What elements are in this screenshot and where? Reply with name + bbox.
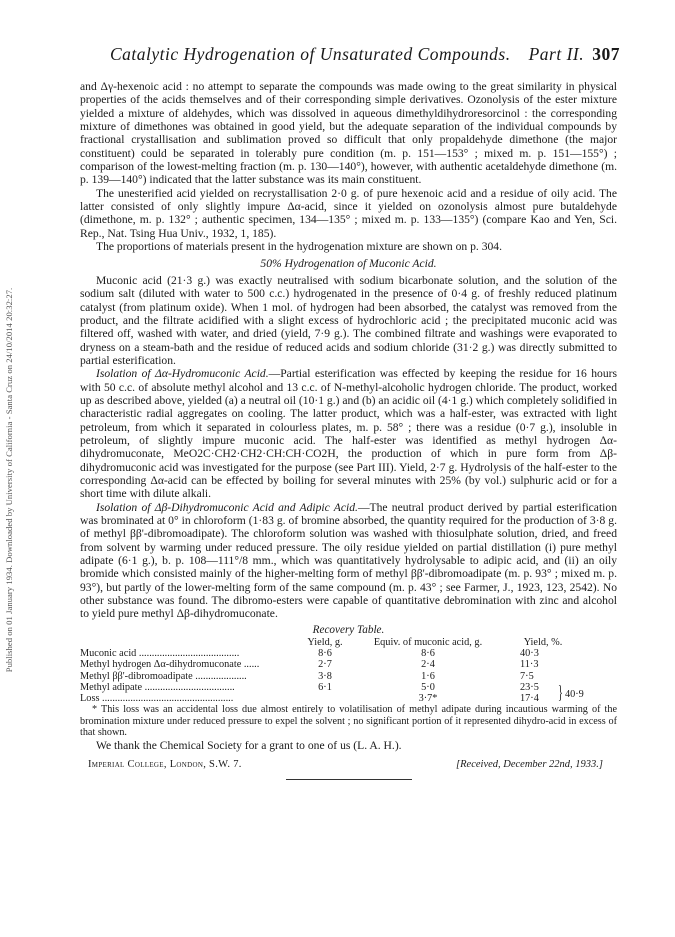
table-cell-yield-g: 2·7 [318, 659, 332, 671]
publication-stamp [2, 60, 16, 900]
table-cell-yield-g [302, 693, 348, 704]
paragraph-lead: Isolation of Δβ-Dihydromuconic Acid and Adipic Acid. [96, 500, 358, 514]
combined-yield-bracket [558, 684, 584, 706]
footnote: * This loss was an accidental loss due almost entirely to volatilisation of methyl adipate during incautious warming of the bromination mixture under reduced pressure to expel the solvent ; no significant portion of it represented dihydro-acid in excess of that shown. [80, 704, 617, 739]
section-heading: 50% Hydrogenation of Muconic Acid. [260, 257, 437, 271]
paragraph: and Δγ-hexenoic acid : no attempt to separate the compounds was made owing to the great similarity in physical properties of the acids themselves and of their corresponding simple derivatives. Ozonolysis of the ester mixture yielded a mixture of aldehydes, which was dissolved in aqueous dimethyldihydroresorcinol : the corresponding mixture of dimethones was obtained in good yield, but the adequate separation of the individual compounds by fractional crystallisation and sublimation proved so difficult that only propaldehyde dimethone (the major constituent) could be separated in tolerably pure condition (m. p. 151—153° ; mixed m. p. 151—155°) ; comparison of the lowest-melting fraction (m. p. 130—140°), however, with authentic acetaldehyde dimethone (m. p. 139—140°) indicated that the latter substance was its main constituent. [80, 80, 617, 187]
paragraph: The proportions of materials present in the hydrogenation mixture are shown on p. 304. [96, 240, 503, 254]
paragraph-lead: Isolation of Δα-Hydromuconic Acid. [96, 367, 269, 381]
article-part: Part II. [528, 44, 585, 64]
table-cell-substance: Loss ................................................... [80, 692, 234, 704]
table-cell-substance: Muconic acid ....................................... [80, 648, 240, 660]
institution-address: Imperial College, London, S.W. 7. [88, 759, 242, 771]
table-header-cell: Equiv. of muconic acid, g. [373, 636, 483, 648]
bracket-glyph: } [558, 684, 563, 704]
article-body [80, 80, 617, 780]
table-row [80, 693, 617, 704]
received-date: [Received, December 22nd, 1933.] [456, 759, 603, 771]
combined-yield-total: 40·9 [564, 688, 584, 700]
table-cell-yield-pct: 11·3 [520, 659, 539, 671]
table-cell-equiv: 1·6 [421, 670, 435, 682]
table-cell-yield-g: 3·8 [318, 670, 332, 682]
table-header-row [80, 637, 617, 648]
table-row [80, 648, 617, 659]
paragraph [80, 501, 617, 621]
paragraph-text: —Partial esterification was effected by keeping the residue for 16 hours with 50 c.c. of absolute methyl alcohol and 13 c.c. of N-methyl-alcoholic hydrogen chloride. The product, worked up as described above, yielded (a) a neutral oil (10·1 g.) and (b) an acidic oil (4·1 g.) which completely solidified in characteristic radial aggregates on cooling. The latter product, which was a half-ester, was extracted with light petroleum, from which it separated in colourless plates, m. p. 58° ; there was a residue (0·7 g.), insoluble in petroleum, of slightly impure muconic acid. The half-ester was identified as methyl hydrogen Δα-dihydromuconate, MeO2C·CH2·CH2·CH:CH·CO2H, the production of which in pure form from Δβ-dihydromuconic acid was investigated for the purpose (see Part III). Yield, 2·7 g. Hydrolysis of the half-ester to the corresponding Δα-acid can be effected by boiling for several minutes with 25% (by vol.) sulphuric acid or for a short time with dilute alkali. [80, 367, 617, 501]
publication-stamp-text: Published on 01 January 1934. Downloaded by University of California - Santa Cruz on 24/10/2014 20:32:27. [4, 287, 14, 673]
running-title [110, 44, 584, 65]
table-body [80, 637, 617, 704]
table-title: Recovery Table. [312, 623, 385, 636]
table-header-cell [80, 637, 302, 648]
table-cell-yield-g: 6·1 [318, 681, 332, 693]
table-row [80, 682, 617, 693]
article-title: Catalytic Hydrogenation of Unsaturated Compounds. [110, 44, 511, 64]
table-cell-equiv: 8·6 [421, 648, 435, 660]
running-header [110, 44, 620, 72]
signature-line [80, 758, 617, 771]
table-cell-equiv: 3·7* [418, 692, 438, 704]
table-cell-substance: Methyl ββ'-dibromoadipate .................... [80, 670, 247, 682]
paragraph [80, 367, 617, 500]
table-cell-yield-pct: 7·5 [520, 670, 534, 682]
table-row [80, 659, 617, 670]
page-number: 307 [592, 44, 620, 64]
table-cell-substance: Methyl hydrogen Δα-dihydromuconate ...... [80, 659, 260, 671]
table-cell-yield-pct: 40·3 [520, 648, 539, 660]
table-cell-equiv: 5·0 [421, 681, 435, 693]
paragraph-text: —The neutral product derived by partial esterification was brominated at 0° in chloroform (1·83 g. of bromine absorbed, the quantity required for the production of 3·8 g. of methyl ββ'-dibromoadipate). The chloroform solution was washed with thiosulphate solution, dried, and freed from solvent by warming under reduced pressure. The oily residue yielded on partial distillation (i) pure methyl adipate (6·1 g.), b. p. 108—111°/8 mm., which was quantitatively hydrolysable to adipic acid, and (ii) an oily bromide which consisted mainly of the higher-melting form of methyl ββ'-dibromoadipate (m. p. 93° ; mixed m. p. 93°), but partly of the lower-melting form of the same compound (m. p. 43° ; see Farmer, J., 1923, 123, 2542). No other substance was found. The dibromo-esters were capable of quantitative debromination with zinc and alcohol to yield pure methyl Δβ-dihydromuconate. [80, 500, 617, 621]
acknowledgement: We thank the Chemical Society for a grant to one of us (L. A. H.). [96, 738, 402, 752]
paragraph: The unesterified acid yielded on recrystallisation 2·0 g. of pure hexenoic acid and a residue of oily acid. The latter consisted of only slightly impure Δα-acid, since it yielded on ozonolysis almost pure butaldehyde (dimethone, m. p. 132° ; authentic specimen, 134—135° ; mixed m. p. 133—135°) (compare Kao and Yen, Sci. Rep., Nat. Tsing Hua Univ., 1932, 1, 185). [80, 186, 617, 240]
table-cell-yield-g: 8·6 [318, 648, 332, 660]
table-header-cell: Yield, %. [523, 636, 563, 648]
paragraph: Muconic acid (21·3 g.) was exactly neutralised with sodium bicarbonate solution, and the solution of the sodium salt (diluted with water to 500 c.c.) hydrogenated in the presence of 0·4 g. of freshly reduced platinum catalyst (from platinum oxide). When 1 mol. of hydrogen had been absorbed, the catalyst was removed from the product, and the filtrate acidified with a slight excess of hydrochloric acid ; the precipitated muconic acid was filtered off, washed with water, and dried (yield, 7·9 g.). The combined filtrate and washings were evaporated to dryness on a steam-bath and the residue of reduced acids and sodium chloride (31·2 g.) was directly submitted to partial esterification. [80, 273, 617, 367]
recovery-table [80, 625, 617, 704]
end-rule [286, 779, 412, 780]
table-cell-yield-pct: 17·4 [520, 692, 539, 704]
table-cell-equiv: 2·4 [421, 659, 435, 671]
table-header-cell: Yield, g. [307, 636, 343, 648]
table-cell-yield-pct: 23·5 [520, 681, 539, 693]
table-cell-substance: Methyl adipate ................................... [80, 681, 235, 693]
table-row [80, 671, 617, 682]
